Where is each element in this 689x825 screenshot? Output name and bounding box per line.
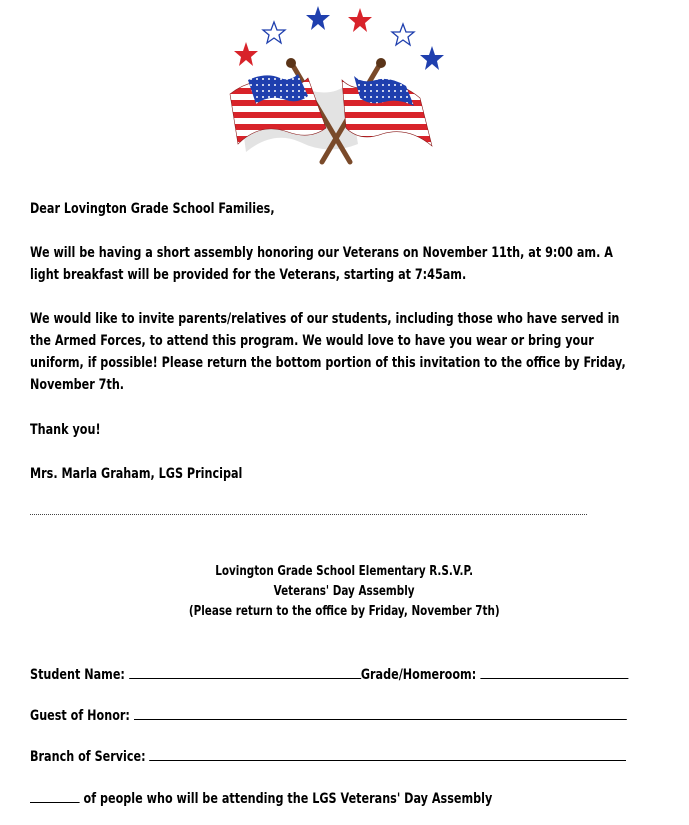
attendance-row bbox=[30, 788, 492, 810]
branch-label: Branch of Service: bbox=[30, 749, 146, 765]
rsvp-note: (Please return to the office by Friday, November 7th) bbox=[189, 604, 500, 619]
grade-blank[interactable] bbox=[480, 664, 628, 679]
guest-row bbox=[30, 705, 627, 727]
letter-thanks: Thank you! bbox=[30, 422, 101, 438]
letter-signature: Mrs. Marla Graham, LGS Principal bbox=[30, 466, 243, 482]
branch-row bbox=[30, 746, 626, 768]
branch-blank[interactable] bbox=[150, 746, 627, 761]
guest-label: Guest of Honor: bbox=[30, 708, 130, 724]
student-name-blank[interactable] bbox=[129, 664, 361, 679]
crossed-flags-icon bbox=[218, 4, 458, 176]
tear-off-divider bbox=[30, 514, 587, 515]
letter-paragraph-1: We will be having a short assembly honoring our Veterans on November 11th, at 9:00 am. A light breakfast will be provided for the Veterans, starting at 7:45am. bbox=[30, 245, 613, 283]
student-name-label: Student Name: bbox=[30, 667, 125, 683]
rsvp-title: Lovington Grade School Elementary R.S.V.P. bbox=[215, 564, 474, 579]
attendance-label: of people who will be attending the LGS Veterans' Day Assembly bbox=[83, 791, 493, 807]
student-name-row bbox=[30, 664, 628, 686]
attendance-count-blank[interactable] bbox=[30, 788, 80, 803]
letter-greeting: Dear Lovington Grade School Families, bbox=[30, 201, 275, 217]
grade-label: Grade/Homeroom: bbox=[360, 667, 477, 683]
rsvp-subtitle: Veterans' Day Assembly bbox=[274, 584, 415, 599]
guest-blank[interactable] bbox=[134, 705, 627, 720]
letter-paragraph-2: We would like to invite parents/relatives of our students, including those who have served in the Armed Forces, to attend this program. We would love to have you wear or bring your uniform, if possible! Please return the bottom portion of this invitation to the office by Friday, November 7th. bbox=[30, 311, 626, 393]
